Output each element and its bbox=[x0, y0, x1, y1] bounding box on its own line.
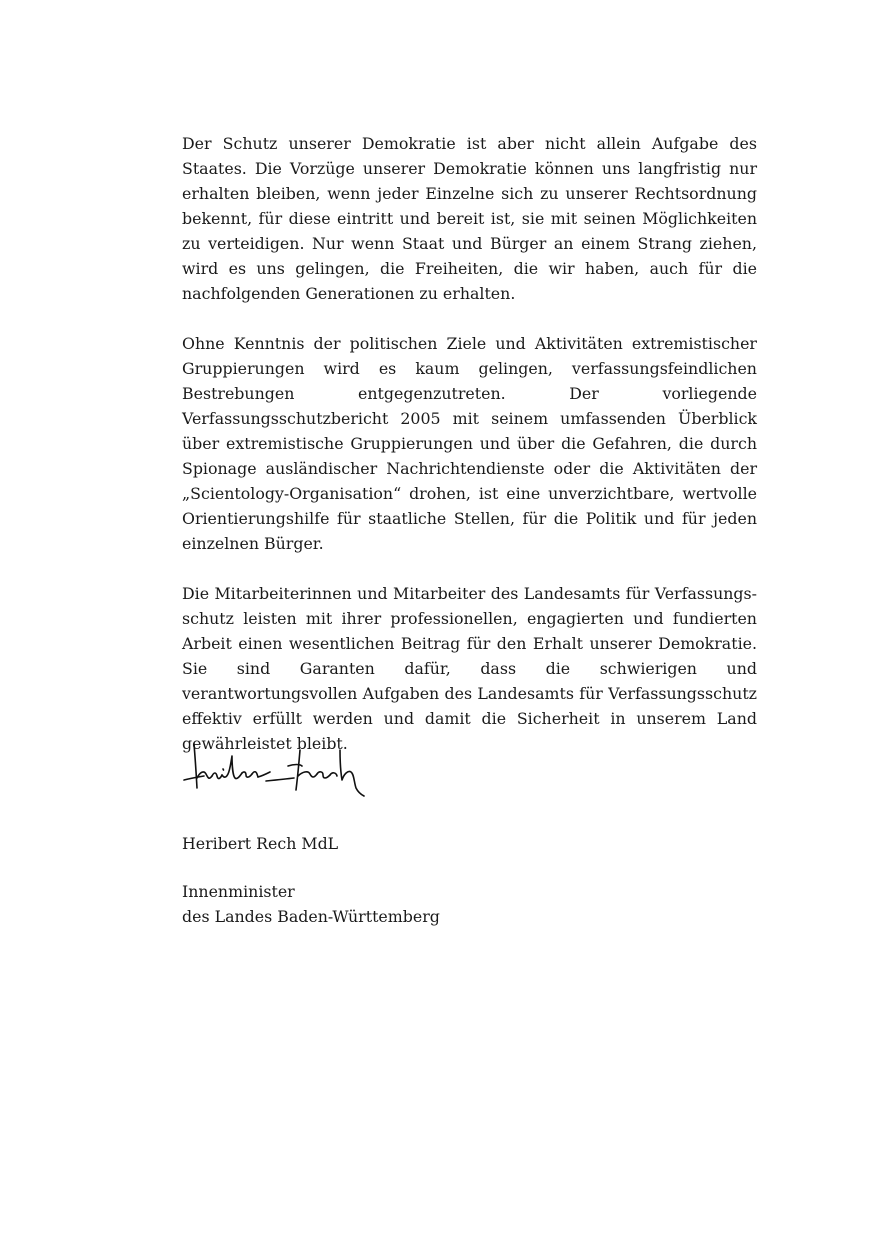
paragraph-1: Der Schutz unserer Demokratie ist aber nicht allein Aufgabe des Staates. Die Vorzüge unserer Demokratie können uns langfristig nur erhalten bleiben, wenn jeder Einzelne sich zu unserer Rechtsordnung bekennt, für diese eintritt und bereit ist, sie mit seinen Möglichkeiten zu verteidigen. Nur wenn Staat und Bürger an einem Strang ziehen, wird es uns gelingen, die Freiheiten, die wir haben, auch für die nachfolgenden Generationen zu erhalten. bbox=[182, 134, 757, 303]
handwritten-signature-icon bbox=[182, 736, 372, 802]
paragraph-2: Ohne Kenntnis der politischen Ziele und Aktivitäten extremistischer Gruppierungen wird es kaum gelingen, verfassungsfeindlichen Bestrebungen entgegenzutreten. Der vorliegende Verfassungsschutzbericht 2005 mit seinem umfassenden Überblick über extremistische Gruppierungen und über die Gefahren, die durch Spionage ausländischer Nachrichtendienste oder die Aktivitäten der „Scientology-Organisation“ drohen, ist eine unverzichtbare, wertvolle Orientierungshilfe für staatliche Stellen, für die Politik und für jeden einzelnen Bürger. bbox=[182, 334, 757, 553]
author-title-line1: Innenminister bbox=[182, 882, 295, 901]
signature-spacer bbox=[182, 856, 582, 879]
body-text bbox=[182, 131, 757, 781]
author-title-line2: des Landes Baden-Württemberg bbox=[182, 907, 440, 926]
signature-block bbox=[182, 831, 582, 929]
paragraph-3: Die Mitarbeiterinnen und Mitarbeiter des Landesamts für Verfassungsschutz leisten mit ihrer professionellen, engagierten und fundierten Arbeit einen wesentlichen Beitrag für den Erhalt unserer Demokratie. Sie sind Garanten dafür, dass die schwierigen und verantwortungsvollen Aufgaben des Landesamts für Verfassungsschutz effektiv erfüllt werden und damit die Sicherheit in unserem Land gewährleistet bleibt. bbox=[182, 584, 757, 753]
author-name: Heribert Rech MdL bbox=[182, 834, 339, 853]
